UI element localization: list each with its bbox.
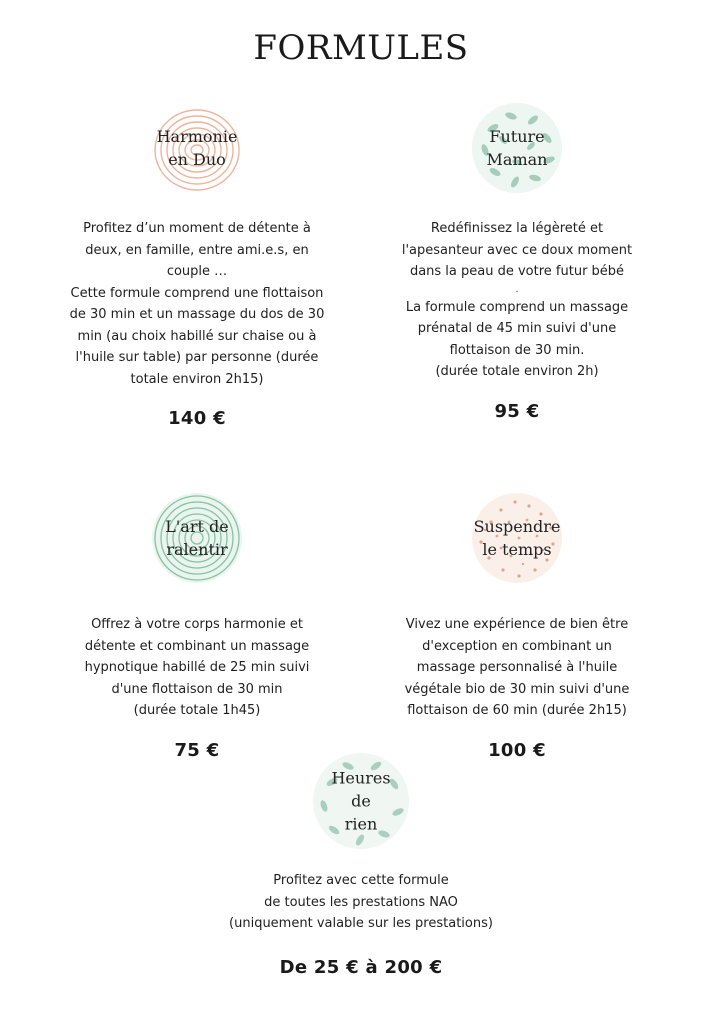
- wave-circle-icon: [151, 492, 243, 584]
- card-price: De 25 € à 200 €: [279, 956, 443, 978]
- card-description: Profitez avec cette formule de toutes les prestations NAO (uniquement valable sur les prestations): [229, 873, 493, 931]
- card-description: Redéfinissez la légèreté et l'apesanteur avec ce doux moment dans la peau de votre futur bébé . La formule comprend un massage prénatal de 45 min suivi d'une flottaison de 30 min. (durée totale environ 2h): [401, 221, 633, 379]
- card-title: Suspendre le temps: [473, 517, 561, 559]
- dotted-circle-icon: [471, 492, 563, 584]
- card-title: Harmonie en Duo: [156, 127, 238, 169]
- card-future-maman: [370, 102, 664, 422]
- card-description: Vivez une expérience de bien être d'exception en combinant un massage personnalisé à l'huile végétale bio de 30 min suivi d'une flottaison de 60 min (durée 2h15): [404, 617, 630, 718]
- leaf-circle-icon: [471, 102, 563, 194]
- card-harmonie-en-duo: [50, 102, 344, 429]
- card-price: 140 €: [168, 408, 226, 429]
- card-price: 75 €: [174, 739, 220, 761]
- card-suspendre-le-temps: [370, 492, 664, 761]
- card-price: 95 €: [494, 400, 540, 422]
- card-description: Profitez d’un moment de détente à deux, en famille, entre ami.e.s, en couple … Cette formule comprend une flottaison de 30 min et un massage du dos de 30 min (au choix habillé sur chaise ou à l'huile sur table) par personne (durée totale environ 2h15): [69, 221, 325, 387]
- card-heures-de-rien: [191, 752, 531, 978]
- card-title: Future Maman: [486, 127, 548, 169]
- card-art-de-ralentir: [50, 492, 344, 761]
- card-title: Heures de rien: [331, 768, 391, 834]
- leaf-circle-icon: [312, 752, 410, 850]
- card-price: 100 €: [488, 739, 546, 761]
- fingerprint-circle-icon: [151, 102, 243, 194]
- card-title: L'art de ralentir: [165, 517, 229, 559]
- page-title: FORMULES: [253, 28, 469, 68]
- card-description: Offrez à votre corps harmonie et détente et combinant un massage hypnotique habillé de 25 min suivi d'une flottaison de 30 min (durée totale 1h45): [84, 617, 310, 718]
